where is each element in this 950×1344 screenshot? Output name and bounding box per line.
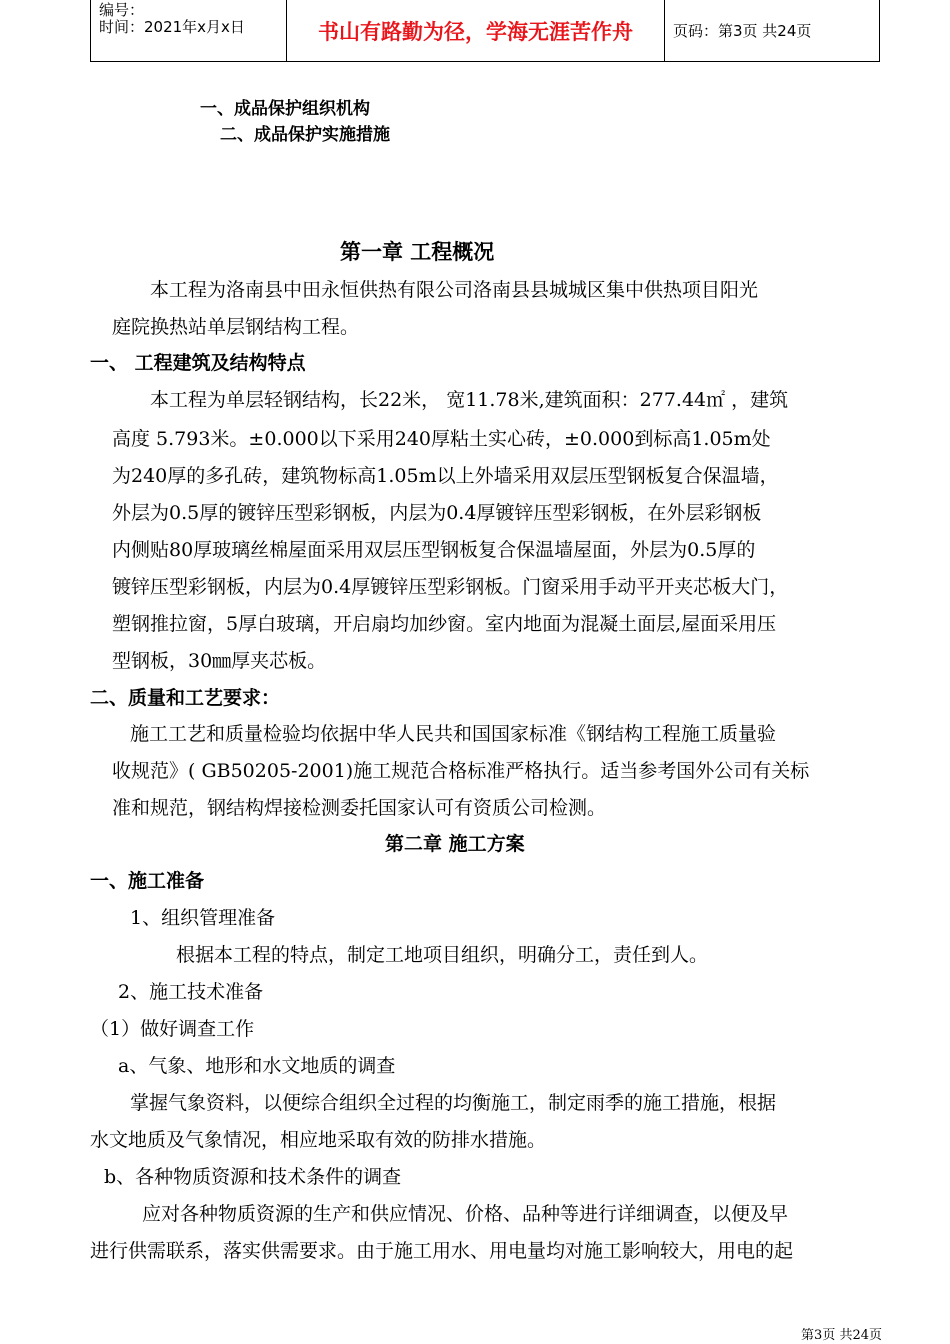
section-title: 一、施工准备 [90,870,205,892]
page-footer: 第3页 共24页 [801,1328,882,1343]
paragraph-line: 1、组织管理准备 [130,907,276,929]
paragraph-line: a、气象、地形和水文地质的调查 [118,1055,396,1077]
header-time: 时间：2021年x月x日 [99,18,245,36]
paragraph-line: 收规范》( GB50205-2001)施工规范合格标准严格执行。适当参考国外公司有关标 [112,760,810,782]
paragraph-line: 内侧贴80厚玻璃丝棉屋面采用双层压型钢板复合保温墙屋面，外层为0.5厚的 [112,539,756,561]
section-title: 二、质量和工艺要求： [90,687,281,709]
paragraph-line: 外层为0.5厚的镀锌压型彩钢板，内层为0.4厚镀锌压型彩钢板，在外层彩钢板 [112,502,762,524]
chapter-title: 第二章 施工方案 [385,833,525,855]
paragraph-line: 掌握气象资料，以便综合组织全过程的均衡施工，制定雨季的施工措施，根据 [130,1092,777,1114]
toc-item: 二、成品保护实施措施 [220,125,390,145]
header-page: 页码：第3页 共24页 [673,22,812,40]
paragraph-line: 镀锌压型彩钢板，内层为0.4厚镀锌压型彩钢板。门窗采用手动平开夹芯板大门， [112,576,789,598]
chapter-title: 第一章 工程概况 [340,240,495,264]
paragraph-line: 水文地质及气象情况，相应地采取有效的防排水措施。 [90,1129,547,1151]
header-number: 编号： [99,1,145,19]
paragraph-line: 型钢板，30㎜厚夹芯板。 [112,650,327,672]
paragraph-line: 塑钢推拉窗，5厚白玻璃，开启扇均加纱窗。室内地面为混凝土面层,屋面采用压 [112,613,777,635]
paragraph-line: 高度 5.793米。±0.000以下采用240厚粘土实心砖，±0.000到标高1.05m处 [112,428,771,450]
paragraph-line: 本工程为单层轻钢结构，长22米， 宽11.78米,建筑面积：277.44㎡ ，建筑 [150,389,789,411]
paragraph-line: 应对各种物质资源的生产和供应情况、价格、品种等进行详细调查，以便及早 [142,1203,789,1225]
paragraph-line: 准和规范，钢结构焊接检测委托国家认可有资质公司检测。 [112,797,607,819]
section-title: 一、 工程建筑及结构特点 [90,352,306,374]
header-meta [91,0,287,61]
paragraph-line: b、各种物质资源和技术条件的调查 [104,1166,402,1188]
page-header [90,0,880,62]
paragraph-line: 进行供需联系，落实供需要求。由于施工用水、用电量均对施工影响较大，用电的起 [90,1240,794,1262]
paragraph-line: 庭院换热站单层钢结构工程。 [112,316,360,338]
paragraph-line: 根据本工程的特点，制定工地项目组织，明确分工，责任到人。 [176,944,709,966]
paragraph-line: 为240厚的多孔砖，建筑物标高1.05m以上外墙采用双层压型钢板复合保温墙， [112,465,779,487]
paragraph-line: （1）做好调查工作 [90,1018,255,1040]
paragraph-line: 施工工艺和质量检验均依据中华人民共和国国家标准《钢结构工程施工质量验 [130,723,777,745]
paragraph-line: 本工程为洛南县中田永恒供热有限公司洛南县县城城区集中供热项目阳光 [150,279,759,301]
header-motto: 书山有路勤为径，学海无涯苦作舟 [287,0,665,61]
toc-item: 一、成品保护组织机构 [200,99,370,119]
paragraph-line: 2、施工技术准备 [118,981,264,1003]
